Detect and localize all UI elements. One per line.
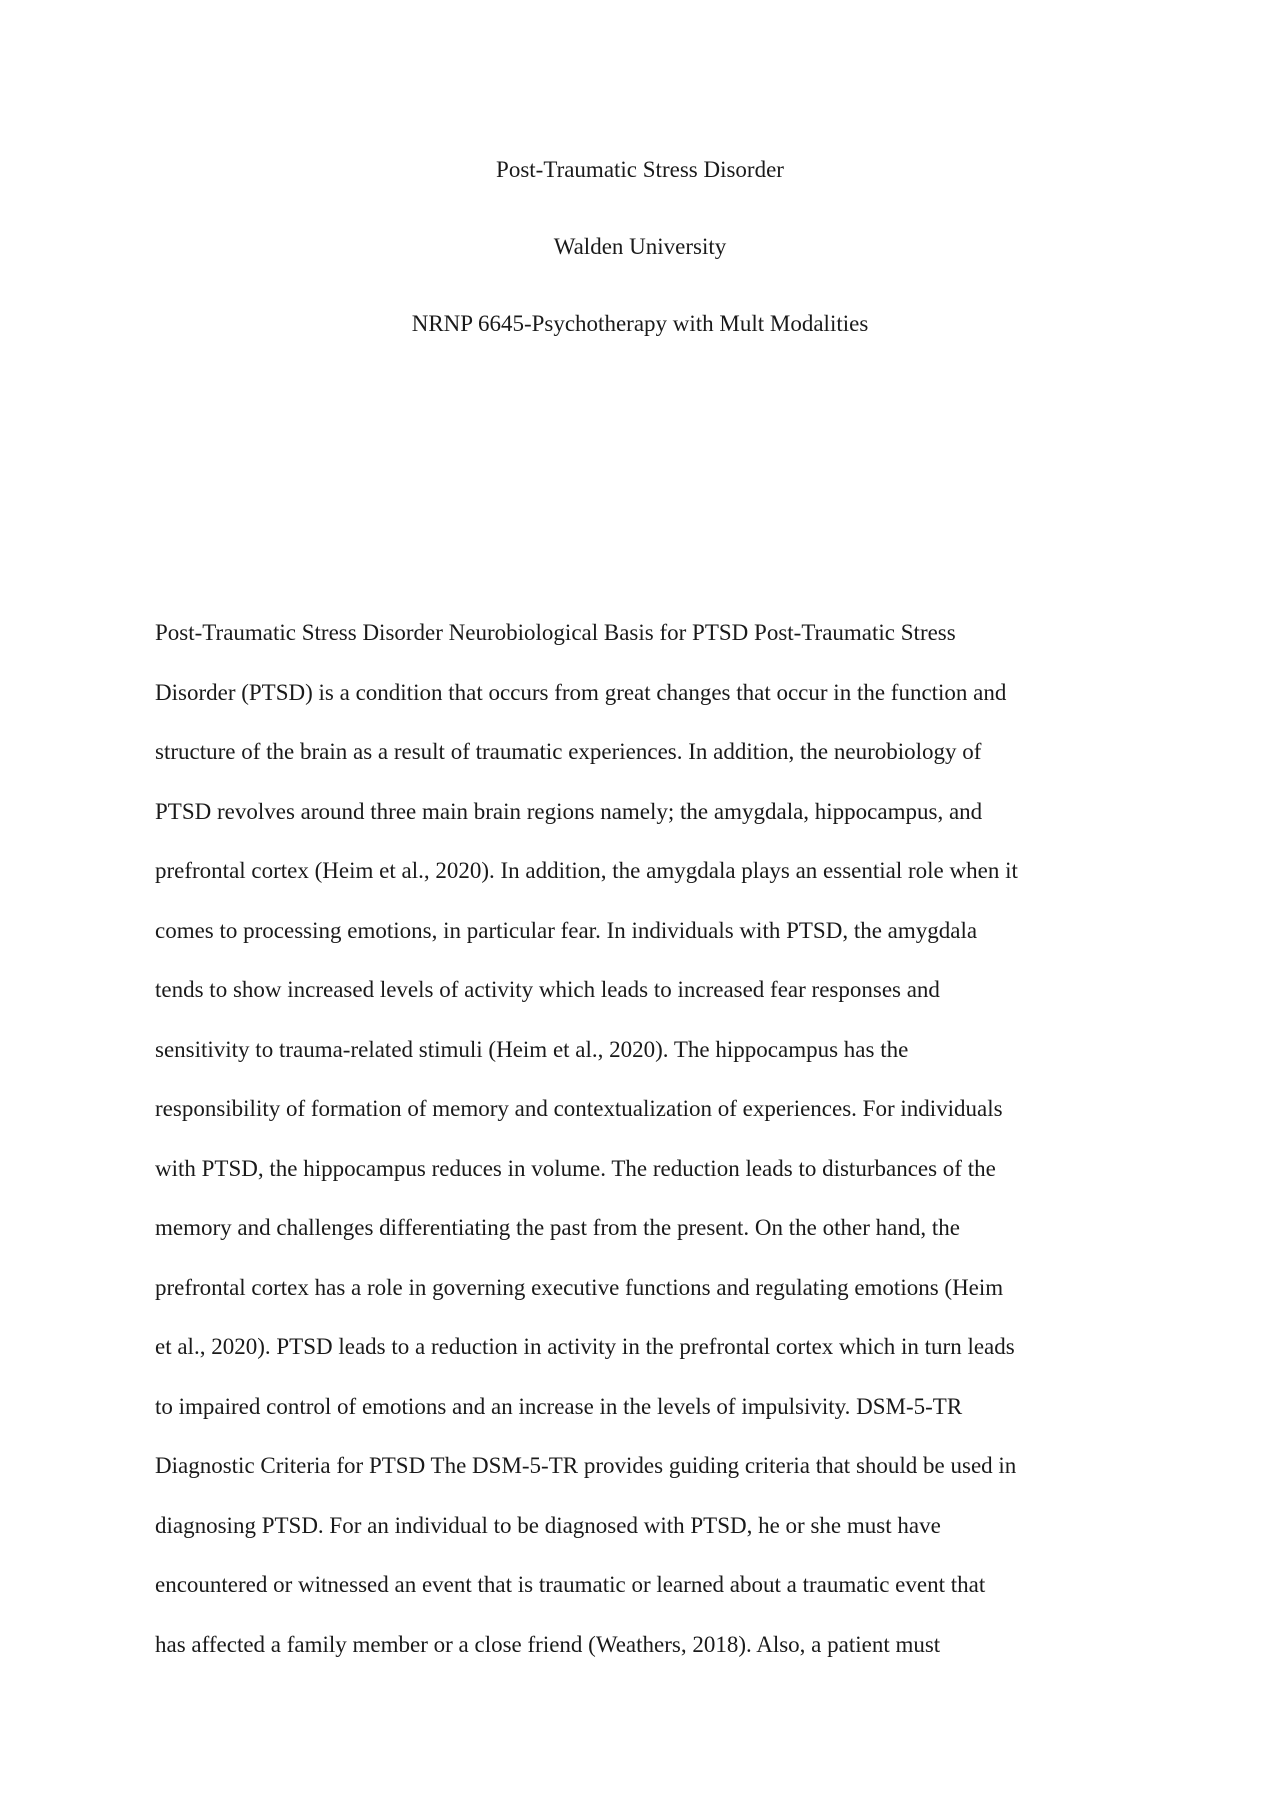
body-line: encountered or witnessed an event that is traumatic or learned about a traumatic event that (155, 1572, 986, 1597)
body-line: Post-Traumatic Stress Disorder Neurobiological Basis for PTSD Post-Traumatic Stress (155, 620, 956, 645)
body-line: prefrontal cortex (Heim et al., 2020). In addition, the amygdala plays an essential role when it (155, 858, 1018, 883)
title-block (0, 154, 1280, 385)
institution-name: Walden University (553, 234, 727, 259)
body-line: Diagnostic Criteria for PTSD The DSM-5-TR provides guiding criteria that should be used in (155, 1453, 1017, 1478)
body-line: sensitivity to trauma-related stimuli (Heim et al., 2020). The hippocampus has the (155, 1036, 909, 1062)
body-line: Disorder (PTSD) is a condition that occurs from great changes that occur in the function and (155, 679, 1007, 705)
body-line: with PTSD, the hippocampus reduces in volume. The reduction leads to disturbances of the (155, 1155, 996, 1181)
body-paragraph (155, 617, 1155, 1688)
body-line: comes to processing emotions, in particular fear. In individuals with PTSD, the amygdala (155, 917, 978, 943)
body-line: responsibility of formation of memory and contextualization of experiences. For individuals (155, 1096, 1003, 1121)
body-line: diagnosing PTSD. For an individual to be diagnosed with PTSD, he or she must have (155, 1512, 941, 1538)
course-name: NRNP 6645-Psychotherapy with Mult Modalities (411, 311, 869, 336)
body-line: PTSD revolves around three main brain regions namely; the amygdala, hippocampus, and (155, 798, 983, 824)
paper-title: Post-Traumatic Stress Disorder (496, 157, 784, 182)
body-line: structure of the brain as a result of traumatic experiences. In addition, the neurobiology of (155, 739, 982, 764)
body-line: et al., 2020). PTSD leads to a reduction in activity in the prefrontal cortex which in turn leads (155, 1334, 1015, 1359)
body-line: to impaired control of emotions and an increase in the levels of impulsivity. DSM-5-TR (155, 1393, 963, 1419)
body-line: memory and challenges differentiating the past from the present. On the other hand, the (155, 1215, 960, 1240)
body-line: has affected a family member or a close friend (Weathers, 2018). Also, a patient must (155, 1631, 941, 1657)
body-line: tends to show increased levels of activity which leads to increased fear responses and (155, 977, 940, 1002)
body-line: prefrontal cortex has a role in governing executive functions and regulating emotions (Heim (155, 1274, 1004, 1300)
